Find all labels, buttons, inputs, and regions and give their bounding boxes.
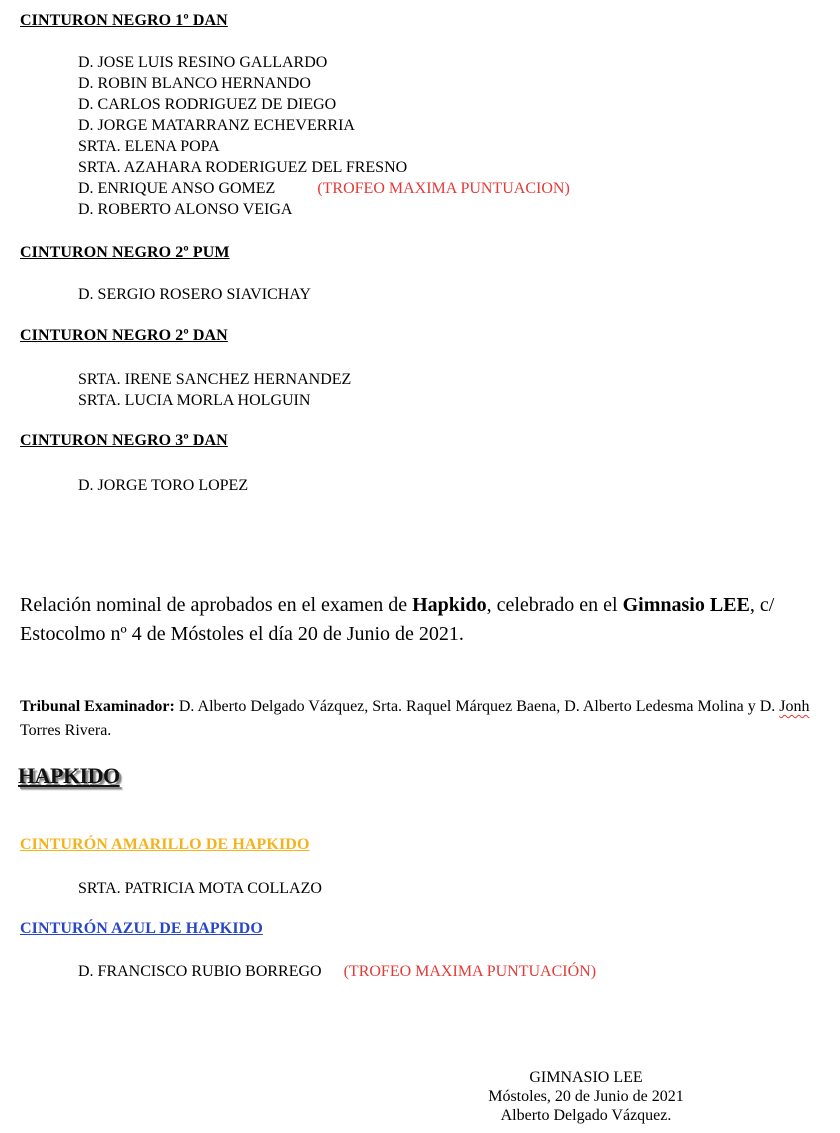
list-item: D. JOSE LUIS RESINO GALLARDO <box>78 54 328 71</box>
relacion-text: Relación nominal de aprobados en el examen de <box>20 594 413 616</box>
tribunal-text: Torres Rivera. <box>20 722 112 739</box>
signature-name: Alberto Delgado Vázquez. <box>500 1107 672 1124</box>
tribunal-misspelled-word: Jonh <box>779 698 810 715</box>
list-item: D. JORGE MATARRANZ ECHEVERRIA <box>78 117 355 134</box>
list-item: D. ROBIN BLANCO HERNANDO <box>78 75 311 92</box>
relacion-paragraph <box>20 591 828 649</box>
list-item: D. JORGE TORO LOPEZ <box>78 477 249 494</box>
tribunal-label: Tribunal Examinador: <box>20 698 175 715</box>
list-item: D. CARLOS RODRIGUEZ DE DIEGO <box>78 96 337 113</box>
list-item: SRTA. PATRICIA MOTA COLLAZO <box>78 880 322 897</box>
names-list-1dan <box>78 52 570 220</box>
names-list-2dan <box>78 369 351 411</box>
hapkido-title: HAPKIDO <box>18 763 120 788</box>
section-heading-2pum: CINTURON NEGRO 2º PUM <box>20 244 230 261</box>
list-item: SRTA. LUCIA MORLA HOLGUIN <box>78 392 311 409</box>
list-item: SRTA. IRENE SANCHEZ HERNANDEZ <box>78 371 352 388</box>
list-item: D. SERGIO ROSERO SIAVICHAY <box>78 286 311 303</box>
trophy-note: (TROFEO MAXIMA PUNTUACION) <box>317 180 570 197</box>
signature-place-date: Móstoles, 20 de Junio de 2021 <box>488 1088 684 1105</box>
relacion-text: , c/ Estocolmo nº 4 de Móstoles el día 20 de Junio de 2021. <box>20 594 775 645</box>
tribunal-paragraph <box>20 695 810 743</box>
relacion-bold-gimnasio: Gimnasio LEE <box>622 594 750 616</box>
section-heading-azul: CINTURÓN AZUL DE HAPKIDO <box>20 920 263 937</box>
list-item: D. ROBERTO ALONSO VEIGA <box>78 201 293 218</box>
section-heading-3dan: CINTURON NEGRO 3º DAN <box>20 432 228 449</box>
tribunal-text: D. Alberto Delgado Vázquez, Srta. Raquel Márquez Baena, D. Alberto Ledesma Molina y D. <box>174 698 780 715</box>
relacion-bold-hapkido: Hapkido <box>412 594 487 616</box>
trophy-note: (TROFEO MAXIMA PUNTUACIÓN) <box>343 963 597 980</box>
section-heading-1dan: CINTURON NEGRO 1º DAN <box>20 12 228 29</box>
signature-org: GIMNASIO LEE <box>529 1069 643 1086</box>
signature-block <box>470 1068 702 1125</box>
list-item <box>78 178 570 199</box>
list-item-name: D. ENRIQUE ANSO GOMEZ <box>78 180 276 197</box>
section-heading-amarillo: CINTURÓN AMARILLO DE HAPKIDO <box>20 836 310 853</box>
list-item: SRTA. AZAHARA RODERIGUEZ DEL FRESNO <box>78 159 408 176</box>
relacion-text: , celebrado en el <box>486 594 623 616</box>
list-item: SRTA. ELENA POPA <box>78 138 220 155</box>
list-item <box>78 961 596 982</box>
list-item-name: D. FRANCISCO RUBIO BORREGO <box>78 963 322 980</box>
section-heading-2dan: CINTURON NEGRO 2º DAN <box>20 327 228 344</box>
